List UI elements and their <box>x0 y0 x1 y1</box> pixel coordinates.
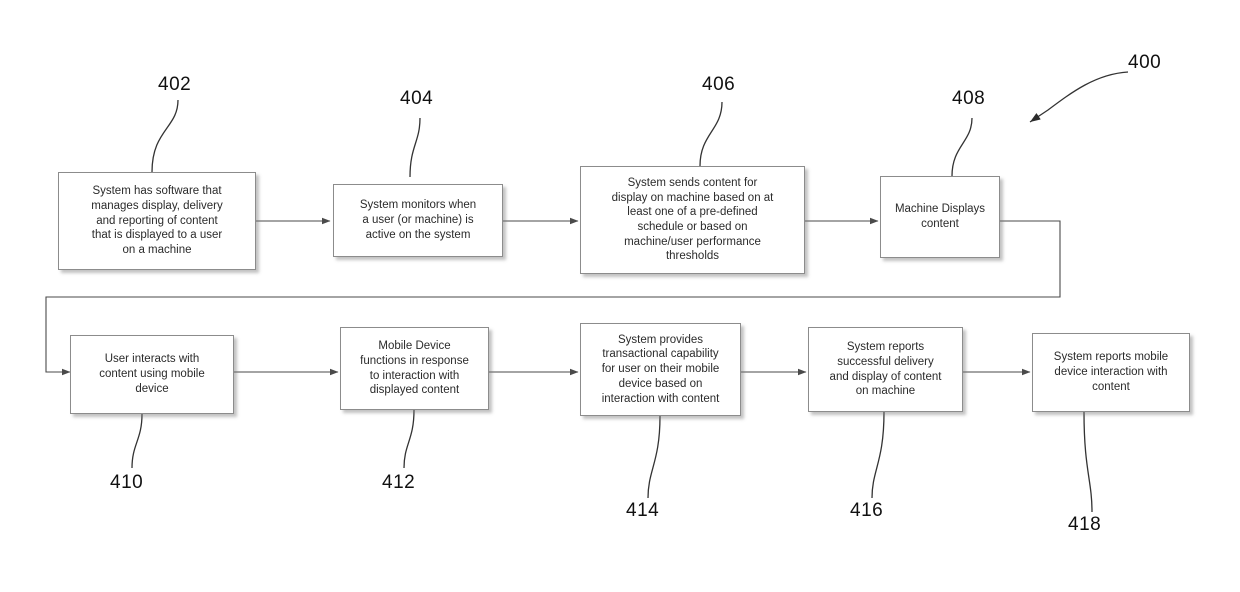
ref-label-400: 400 <box>1128 52 1162 73</box>
ref-label-408: 408 <box>952 88 986 109</box>
flow-node-410: User interacts with content using mobile device <box>70 335 234 414</box>
ref-label-412: 412 <box>382 472 416 493</box>
flow-node-404: System monitors when a user (or machine) is active on the system <box>333 184 503 257</box>
ref-label-418: 418 <box>1068 514 1102 535</box>
flow-node-408: Machine Displays content <box>880 176 1000 258</box>
ref-label-402: 402 <box>158 74 192 95</box>
flow-node-414: System provides transactional capability for user on their mobile device based on interaction with content <box>580 323 741 416</box>
flow-node-416: System reports successful delivery and display of content on machine <box>808 327 963 412</box>
flow-node-412: Mobile Device functions in response to interaction with displayed content <box>340 327 489 410</box>
ref-label-404: 404 <box>400 88 434 109</box>
flow-node-402: System has software that manages display, delivery and reporting of content that is displayed to a user on a machine <box>58 172 256 270</box>
flow-node-418: System reports mobile device interaction with content <box>1032 333 1190 412</box>
flow-node-406: System sends content for display on machine based on at least one of a pre-defined schedule or based on machine/user performance thresholds <box>580 166 805 274</box>
ref-label-414: 414 <box>626 500 660 521</box>
ref-label-416: 416 <box>850 500 884 521</box>
ref-label-406: 406 <box>702 74 736 95</box>
ref-label-410: 410 <box>110 472 144 493</box>
